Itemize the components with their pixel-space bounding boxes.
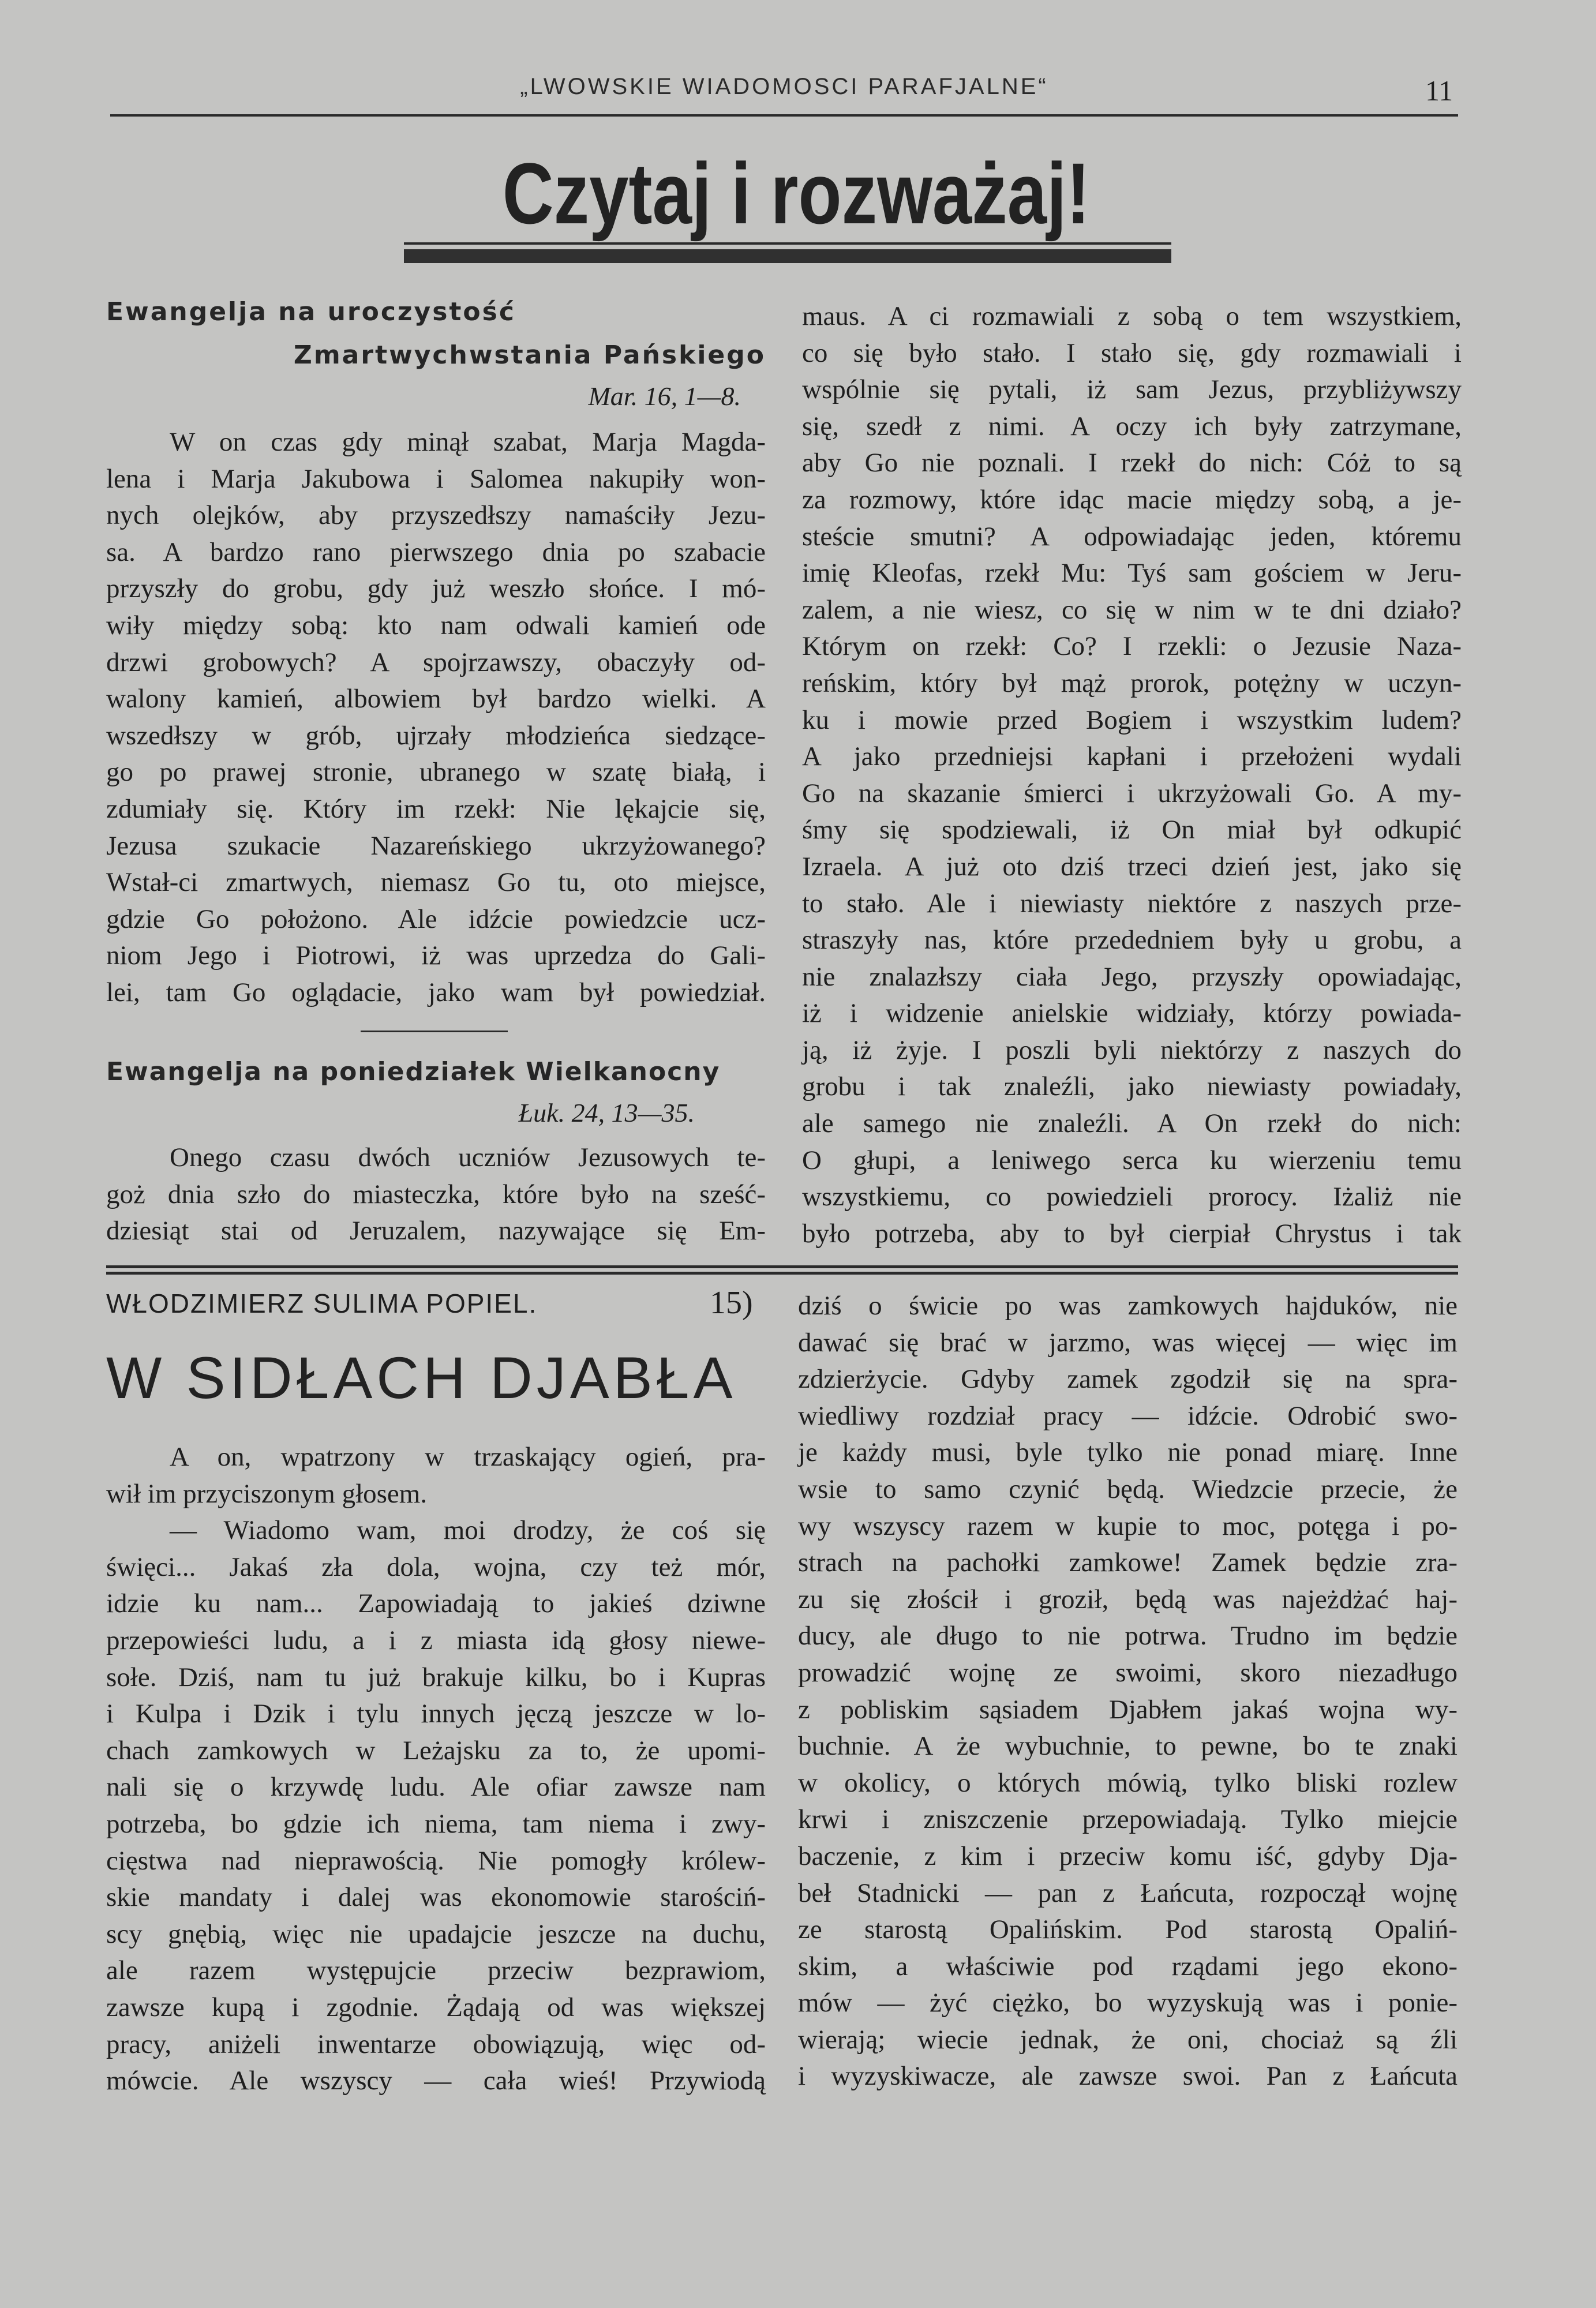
text-line: walony kamień, albowiem był bardzo wielki. A: [106, 684, 766, 714]
text-line: Jezusa szukacie Nazareńskiego ukrzyżowanego?: [106, 830, 766, 861]
text-line: przepowieści ludu, a i z miasta idą głosy niewe-: [106, 1625, 766, 1655]
text-line: śmy się spodziewali, iż On miał był odkupić: [802, 815, 1462, 845]
text-line: scy gnębią, więc nie upadajcie jeszcze na duchu,: [106, 1919, 766, 1949]
section-divider: [361, 1031, 508, 1032]
text-line: drzwi grobowych? A spojrzawszy, obaczyły od-: [106, 647, 766, 677]
text-line: potrzeba, bo gdzie ich niema, tam niema i zwy-: [106, 1808, 766, 1839]
text-line: i Kulpa i Dzik i tylu innych jęczą jeszcze w lo-: [106, 1699, 766, 1729]
text-line: — Wiadomo wam, moi drodzy, że coś się: [170, 1515, 766, 1546]
text-line: wiedliwy rozdział pracy — idźcie. Odrobić swo-: [798, 1400, 1458, 1431]
text-line: straszyły nas, które przededniem były u grobu, a: [802, 925, 1462, 956]
text-line: prowadzić wojnę ze swoimi, skoro niezadługo: [798, 1657, 1458, 1688]
text-line: nych olejków, aby przyszedłszy namaściły Jezu-: [106, 500, 766, 531]
double-rule-top: [106, 1265, 1458, 1268]
text-line: lei, tam Go oglądacie, jako wam był powiedział.: [106, 977, 766, 1007]
novel-right-column: [798, 1288, 1458, 2095]
novel-installment: 15): [710, 1285, 753, 1321]
text-line: dziś o świcie po was zamkowych hajduków, nie: [798, 1291, 1458, 1321]
text-line: Wstał-ci zmartwych, niemasz Go tu, oto miejsce,: [106, 867, 766, 898]
text-line: Którym on rzekł: Co? I rzekli: o Jezusie Naza-: [802, 631, 1462, 662]
text-line: sołe. Dziś, nam tu już brakuje kilku, bo i Kupras: [106, 1662, 766, 1692]
text-line: i wyzyskiwacze, ale zawsze swoi. Pan z Łańcuta: [798, 2061, 1458, 2092]
text-line: A jako przedniejsi kapłani i przełożeni wydali: [802, 741, 1462, 772]
text-line: idzie ku nam... Zapowiadają to jakieś dziwne: [106, 1588, 766, 1619]
text-line: zdumiały się. Który im rzekł: Nie lękajcie się,: [106, 793, 766, 824]
text-line: steście smutni? A odpowiadając jeden, któremu: [802, 521, 1462, 552]
text-line: było potrzeba, aby to był cierpiał Chrystus i tak: [802, 1218, 1462, 1249]
text-line: się, szedł z nimi. A oczy ich były zatrzymane,: [802, 411, 1462, 441]
text-line: ale razem występujcie przeciw bezprawiom,: [106, 1955, 766, 1986]
text-line: buchnie. A że wybuchnie, to pewne, bo te znaki: [798, 1731, 1458, 1762]
text-line: niom Jego i Piotrowi, iż was uprzedza do Gali-: [106, 941, 766, 971]
text-line: je każdy musi, byle tylko nie ponad miarę. Inne: [798, 1437, 1458, 1468]
header-rule: [110, 114, 1458, 117]
page-title: Czytaj i rozważaj!: [502, 145, 1091, 242]
text-line: Izraela. A już oto dziś trzeci dzień jest, jako się: [802, 851, 1462, 882]
text-line: zalem, a nie wiesz, co się w nim w te dni działo?: [802, 594, 1462, 625]
gospel2-reference: Łuk. 24, 13—35.: [518, 1098, 695, 1127]
text-line: Onego czasu dwóch uczniów Jezusowych te-: [170, 1142, 766, 1172]
text-line: zawsze kupą i zgodnie. Żądają od was większej: [106, 1992, 766, 2022]
gospel2-heading: Ewangelja na poniedziałek Wielkanocny: [106, 1057, 721, 1086]
text-line: sa. A bardzo rano pierwszego dnia po szabacie: [106, 537, 766, 567]
text-line: skim, a właściwie pod rządami jego ekono-: [798, 1951, 1458, 1981]
text-line: w okolicy, o których mówią, tylko bliski rozlew: [798, 1767, 1458, 1798]
text-line: wspólnie się pytali, iż sam Jezus, przybliżywszy: [802, 374, 1462, 405]
text-line: ze starostą Opalińskim. Pod starostą Opaliń-: [798, 1914, 1458, 1945]
text-line: beł Stadnicki — pan z Łańcuta, rozpoczął wojnę: [798, 1878, 1458, 1908]
text-line: mówcie. Ale wszyscy — cała wieś! Przywiodą: [106, 2066, 766, 2096]
text-line: nali się o krzywdę ludu. Ale ofiar zawsze nam: [106, 1772, 766, 1803]
text-line: nie znalazłszy ciała Jego, przyszły opowiadając,: [802, 961, 1462, 992]
text-line: A on, wpatrzony w trzaskający ogień, pra-: [170, 1442, 766, 1472]
text-line: O głupi, a leniwego serca ku wierzeniu temu: [802, 1145, 1462, 1175]
gospel2-continuation: [802, 298, 1462, 1252]
novel-author: WŁODZIMIERZ SULIMA POPIEL.: [106, 1288, 538, 1318]
text-line: wierają; wiecie jednak, że oni, chociaż są źli: [798, 2024, 1458, 2055]
text-line: wy wszyscy razem w kupie to moc, potęga i po-: [798, 1511, 1458, 1541]
text-line: to stało. Ale i niewiasty niektóre z naszych prze-: [802, 888, 1462, 919]
text-line: reńskim, który był mąż prorok, potężny w uczyn-: [802, 668, 1462, 698]
gospel2-body: [106, 1140, 766, 1250]
text-line: dawać się brać w jarzmo, was więcej — więc im: [798, 1327, 1458, 1358]
text-line: ale samego nie znaleźli. A On rzekł do nich:: [802, 1108, 1462, 1139]
text-line: goż dnia szło do miasteczka, które było na sześć-: [106, 1179, 766, 1209]
double-rule-bottom: [106, 1272, 1458, 1275]
running-head: „LWOWSKIE WIADOMOSCI PARAFJALNE“: [520, 74, 1048, 99]
text-line: święci... Jakaś zła dola, wojna, czy też mór,: [106, 1552, 766, 1582]
gospel1-heading-line1: Ewangelja na uroczystość: [106, 297, 516, 327]
text-line: wszedłszy w grób, ujrzały młodzieńca siedzące-: [106, 720, 766, 751]
gospel1-heading-line2: Zmartwychwstania Pańskiego: [293, 340, 766, 370]
text-line: baczenie, z kim i przeciw komu iść, gdyby Dja-: [798, 1841, 1458, 1871]
text-line: dziesiąt stai od Jeruzalem, nazywające się Em-: [106, 1216, 766, 1246]
title-rule-thick: [404, 249, 1171, 263]
text-line: krwi i zniszczenie przepowiadają. Tylko miejcie: [798, 1804, 1458, 1835]
title-rule-thin: [404, 242, 1171, 245]
gospel1-body: [106, 424, 766, 1011]
text-line: zdzierżycie. Gdyby zamek zgodził się na spra-: [798, 1364, 1458, 1395]
text-line: cięstwa nad nieprawością. Nie pomogły królew-: [106, 1845, 766, 1876]
text-line: iż i widzenie anielskie widziały, którzy powiada-: [802, 998, 1462, 1029]
text-line: aby Go nie poznali. I rzekł do nich: Cóż to są: [802, 448, 1462, 478]
text-line: wsie to samo czynić będą. Wiedzcie przecie, że: [798, 1474, 1458, 1504]
text-line: lena i Marja Jakubowa i Salomea nakupiły won-: [106, 463, 766, 494]
text-line: co się było stało. I stało się, gdy rozmawiali i: [802, 338, 1462, 368]
novel-left-column: [106, 1439, 766, 2100]
text-line: gdzie Go położono. Ale idźcie powiedzcie ucz-: [106, 904, 766, 934]
text-line: zu się złościł i groził, będą was najeżdżać haj-: [798, 1584, 1458, 1614]
text-line: maus. A ci rozmawiali z sobą o tem wszystkiem,: [802, 301, 1462, 331]
text-line: mów — żyć ciężko, bo wyzyskują was i ponie-: [798, 1988, 1458, 2018]
text-line: ducy, ale długo to nie potrwa. Trudno im będzie: [798, 1621, 1458, 1651]
text-line: przyszły do grobu, gdy już weszło słońce. I mó-: [106, 574, 766, 604]
text-line: skie mandaty i dalej was ekonomowie starościń-: [106, 1882, 766, 1913]
text-line: z pobliskim sąsiadem Djabłem jakaś wojna wy-: [798, 1694, 1458, 1725]
text-line: wił im przyciszonym głosem.: [106, 1478, 428, 1509]
text-line: go po prawej stronie, ubranego w szatę białą, i: [106, 757, 766, 788]
gospel1-reference: Mar. 16, 1—8.: [588, 381, 741, 411]
text-line: ku i mowie przed Bogiem i wszystkim ludem?: [802, 705, 1462, 735]
text-line: W on czas gdy minął szabat, Marja Magda-: [170, 427, 766, 457]
text-line: grobu i tak znaleźli, jako niewiasty powiadały,: [802, 1071, 1462, 1102]
text-line: Go na skazanie śmierci i ukrzyżowali Go. A my-: [802, 778, 1462, 808]
text-line: chach zamkowych w Leżajsku za to, że upomi-: [106, 1735, 766, 1766]
text-line: pracy, aniżeli inwentarze obowiązują, więc od-: [106, 2029, 766, 2059]
text-line: wszystkiemu, co powiedzieli prorocy. Iżaliż nie: [802, 1182, 1462, 1212]
page-number: 11: [1425, 74, 1453, 107]
text-line: imię Kleofas, rzekł Mu: Tyś sam gościem w Jeru-: [802, 558, 1462, 589]
text-line: za rozmowy, które idąc macie między sobą, a je-: [802, 484, 1462, 515]
text-line: strach na pachołki zamkowe! Zamek będzie zra-: [798, 1548, 1458, 1578]
novel-title: W SIDŁACH DJABŁA: [106, 1345, 737, 1411]
text-line: wiły między sobą: kto nam odwali kamień ode: [106, 610, 766, 640]
text-line: ją, iż żyje. I poszli byli niektórzy z naszych do: [802, 1035, 1462, 1065]
